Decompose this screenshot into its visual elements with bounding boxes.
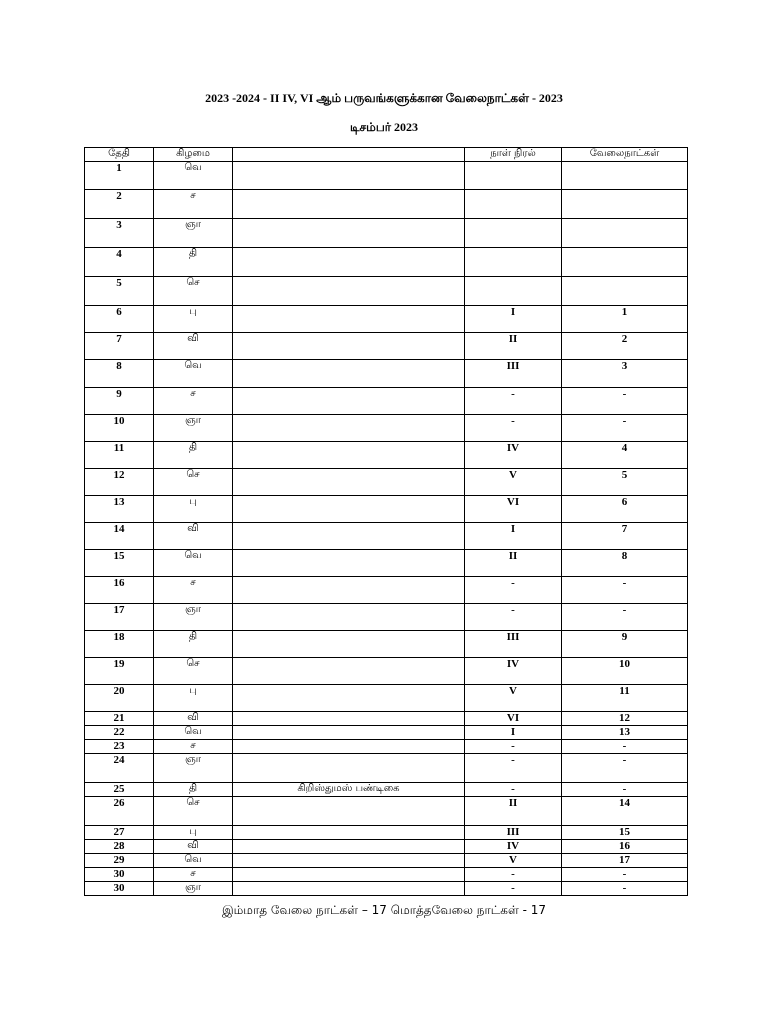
- cell-workday-count: 2: [562, 333, 688, 360]
- cell-date: 29: [85, 854, 154, 868]
- cell-note: [233, 469, 465, 496]
- cell-note: [233, 248, 465, 277]
- cell-day-order: [465, 248, 562, 277]
- cell-note: [233, 388, 465, 415]
- cell-note: [233, 631, 465, 658]
- cell-date: 16: [85, 577, 154, 604]
- cell-note: [233, 604, 465, 631]
- cell-day: வெ: [154, 360, 233, 388]
- cell-date: 17: [85, 604, 154, 631]
- cell-day-order: IV: [465, 840, 562, 854]
- cell-day: ஞா: [154, 604, 233, 631]
- cell-day: பு: [154, 685, 233, 712]
- cell-date: 27: [85, 826, 154, 840]
- cell-note: [233, 826, 465, 840]
- cell-day-order: VI: [465, 496, 562, 523]
- table-row: [85, 248, 688, 277]
- cell-date: 12: [85, 469, 154, 496]
- table-row: [85, 604, 688, 631]
- cell-day: வெ: [154, 550, 233, 577]
- cell-day-order: V: [465, 685, 562, 712]
- cell-day: பு: [154, 826, 233, 840]
- cell-note: [233, 854, 465, 868]
- table-row: [85, 415, 688, 442]
- cell-workday-count: 16: [562, 840, 688, 854]
- cell-date: 9: [85, 388, 154, 415]
- cell-workday-count: 1: [562, 306, 688, 333]
- cell-day-order: I: [465, 306, 562, 333]
- cell-note: [233, 868, 465, 882]
- cell-day-order: III: [465, 360, 562, 388]
- cell-note: [233, 219, 465, 248]
- cell-note: [233, 685, 465, 712]
- cell-day: ஞா: [154, 415, 233, 442]
- cell-day-order: [465, 190, 562, 219]
- cell-day-order: -: [465, 415, 562, 442]
- cell-day-order: [465, 277, 562, 306]
- cell-day-order: -: [465, 754, 562, 783]
- cell-day: ஞா: [154, 219, 233, 248]
- cell-note: [233, 740, 465, 754]
- table-row: [85, 712, 688, 726]
- cell-workday-count: 15: [562, 826, 688, 840]
- cell-day-order: V: [465, 469, 562, 496]
- header-date: தேதி: [85, 148, 154, 162]
- cell-note: கிறிஸ்துமஸ் பண்டிகை: [233, 783, 465, 797]
- cell-workday-count: 7: [562, 523, 688, 550]
- table-row: [85, 496, 688, 523]
- cell-workday-count: 14: [562, 797, 688, 826]
- table-row: [85, 631, 688, 658]
- cell-date: 2: [85, 190, 154, 219]
- cell-day-order: III: [465, 631, 562, 658]
- cell-day-order: -: [465, 882, 562, 896]
- cell-date: 1: [85, 162, 154, 190]
- cell-workday-count: 11: [562, 685, 688, 712]
- cell-note: [233, 162, 465, 190]
- cell-workday-count: 5: [562, 469, 688, 496]
- table-row: [85, 388, 688, 415]
- cell-note: [233, 523, 465, 550]
- cell-day-order: -: [465, 577, 562, 604]
- cell-workday-count: -: [562, 783, 688, 797]
- cell-workday-count: [562, 248, 688, 277]
- table-row: [85, 783, 688, 797]
- cell-workday-count: 17: [562, 854, 688, 868]
- cell-workday-count: -: [562, 388, 688, 415]
- cell-workday-count: [562, 162, 688, 190]
- cell-workday-count: -: [562, 868, 688, 882]
- cell-date: 30: [85, 882, 154, 896]
- cell-workday-count: [562, 277, 688, 306]
- cell-note: [233, 658, 465, 685]
- cell-day: தி: [154, 631, 233, 658]
- cell-date: 26: [85, 797, 154, 826]
- cell-date: 5: [85, 277, 154, 306]
- table-row: [85, 754, 688, 783]
- cell-day-order: IV: [465, 442, 562, 469]
- cell-note: [233, 415, 465, 442]
- cell-day-order: III: [465, 826, 562, 840]
- table-row: [85, 726, 688, 740]
- footer-summary: இம்மாத வேலை நாட்கள் – 17 மொத்தவேலை நாட்கள் - 17: [221, 903, 547, 917]
- cell-day: ச: [154, 740, 233, 754]
- cell-date: 19: [85, 658, 154, 685]
- cell-date: 13: [85, 496, 154, 523]
- cell-workday-count: -: [562, 604, 688, 631]
- cell-day-order: -: [465, 868, 562, 882]
- table-row: [85, 797, 688, 826]
- cell-day: செ: [154, 277, 233, 306]
- cell-date: 8: [85, 360, 154, 388]
- cell-day: ஞா: [154, 754, 233, 783]
- cell-day: வெ: [154, 854, 233, 868]
- cell-note: [233, 577, 465, 604]
- cell-date: 28: [85, 840, 154, 854]
- cell-day: பு: [154, 306, 233, 333]
- cell-day-order: [465, 219, 562, 248]
- table-row: [85, 442, 688, 469]
- table-row: [85, 854, 688, 868]
- cell-note: [233, 277, 465, 306]
- cell-day: தி: [154, 248, 233, 277]
- cell-day-order: II: [465, 797, 562, 826]
- cell-day: ச: [154, 190, 233, 219]
- table-row: [85, 523, 688, 550]
- cell-note: [233, 726, 465, 740]
- cell-day-order: -: [465, 388, 562, 415]
- table-body: [85, 162, 688, 896]
- cell-note: [233, 190, 465, 219]
- cell-day: தி: [154, 442, 233, 469]
- table-row: [85, 306, 688, 333]
- cell-note: [233, 360, 465, 388]
- cell-note: [233, 550, 465, 577]
- cell-date: 4: [85, 248, 154, 277]
- cell-workday-count: [562, 219, 688, 248]
- table-row: [85, 277, 688, 306]
- table-row: [85, 740, 688, 754]
- header-day: கிழமை: [154, 148, 233, 162]
- cell-day: செ: [154, 797, 233, 826]
- cell-date: 21: [85, 712, 154, 726]
- cell-day: தி: [154, 783, 233, 797]
- cell-note: [233, 712, 465, 726]
- table-row: [85, 162, 688, 190]
- cell-day-order: I: [465, 726, 562, 740]
- cell-date: 11: [85, 442, 154, 469]
- table-row: [85, 219, 688, 248]
- cell-note: [233, 442, 465, 469]
- cell-day-order: [465, 162, 562, 190]
- cell-workday-count: 9: [562, 631, 688, 658]
- table-row: [85, 658, 688, 685]
- table-row: [85, 469, 688, 496]
- cell-day-order: -: [465, 783, 562, 797]
- table-row: [85, 882, 688, 896]
- cell-date: 22: [85, 726, 154, 740]
- table-row: [85, 190, 688, 219]
- cell-date: 20: [85, 685, 154, 712]
- cell-note: [233, 333, 465, 360]
- table-row: [85, 550, 688, 577]
- cell-day: வி: [154, 333, 233, 360]
- header-workday: வேலைநாட்கள்: [562, 148, 688, 162]
- table-row: [85, 577, 688, 604]
- cell-day-order: -: [465, 740, 562, 754]
- cell-day-order: -: [465, 604, 562, 631]
- cell-workday-count: 6: [562, 496, 688, 523]
- cell-workday-count: [562, 190, 688, 219]
- cell-workday-count: 12: [562, 712, 688, 726]
- cell-note: [233, 754, 465, 783]
- cell-workday-count: -: [562, 415, 688, 442]
- cell-date: 6: [85, 306, 154, 333]
- header-note: [233, 148, 465, 162]
- table-row: [85, 333, 688, 360]
- cell-day-order: II: [465, 550, 562, 577]
- cell-day: செ: [154, 469, 233, 496]
- cell-day: வெ: [154, 726, 233, 740]
- cell-day-order: VI: [465, 712, 562, 726]
- cell-date: 10: [85, 415, 154, 442]
- header-day-order: நாள் நிரல்: [465, 148, 562, 162]
- cell-workday-count: 3: [562, 360, 688, 388]
- cell-workday-count: 10: [562, 658, 688, 685]
- cell-day: வெ: [154, 162, 233, 190]
- cell-date: 23: [85, 740, 154, 754]
- cell-date: 7: [85, 333, 154, 360]
- page-title: 2023 -2024 - II IV, VI ஆம் பருவங்களுக்கான வேலைநாட்கள் - 2023: [205, 91, 563, 105]
- cell-workday-count: -: [562, 577, 688, 604]
- cell-day-order: IV: [465, 658, 562, 685]
- cell-workday-count: -: [562, 882, 688, 896]
- cell-day: ச: [154, 868, 233, 882]
- cell-note: [233, 797, 465, 826]
- cell-date: 14: [85, 523, 154, 550]
- cell-date: 15: [85, 550, 154, 577]
- cell-note: [233, 882, 465, 896]
- table-row: [85, 360, 688, 388]
- cell-day: ச: [154, 388, 233, 415]
- cell-date: 3: [85, 219, 154, 248]
- table-row: [85, 868, 688, 882]
- cell-day-order: V: [465, 854, 562, 868]
- table-row: [85, 840, 688, 854]
- cell-day: வி: [154, 840, 233, 854]
- cell-day-order: I: [465, 523, 562, 550]
- cell-date: 25: [85, 783, 154, 797]
- cell-day: வி: [154, 712, 233, 726]
- cell-date: 18: [85, 631, 154, 658]
- cell-note: [233, 496, 465, 523]
- cell-day: பு: [154, 496, 233, 523]
- cell-workday-count: 13: [562, 726, 688, 740]
- cell-date: 30: [85, 868, 154, 882]
- table-header-row: [85, 148, 688, 162]
- cell-day: ஞா: [154, 882, 233, 896]
- cell-day-order: II: [465, 333, 562, 360]
- cell-workday-count: -: [562, 754, 688, 783]
- cell-day: செ: [154, 658, 233, 685]
- cell-date: 24: [85, 754, 154, 783]
- cell-workday-count: -: [562, 740, 688, 754]
- cell-day: ச: [154, 577, 233, 604]
- cell-day: வி: [154, 523, 233, 550]
- cell-workday-count: 4: [562, 442, 688, 469]
- table-row: [85, 685, 688, 712]
- cell-note: [233, 306, 465, 333]
- cell-note: [233, 840, 465, 854]
- cell-workday-count: 8: [562, 550, 688, 577]
- month-subtitle: டிசம்பர் 2023: [349, 120, 419, 134]
- table-row: [85, 826, 688, 840]
- workday-schedule-table: [84, 147, 688, 896]
